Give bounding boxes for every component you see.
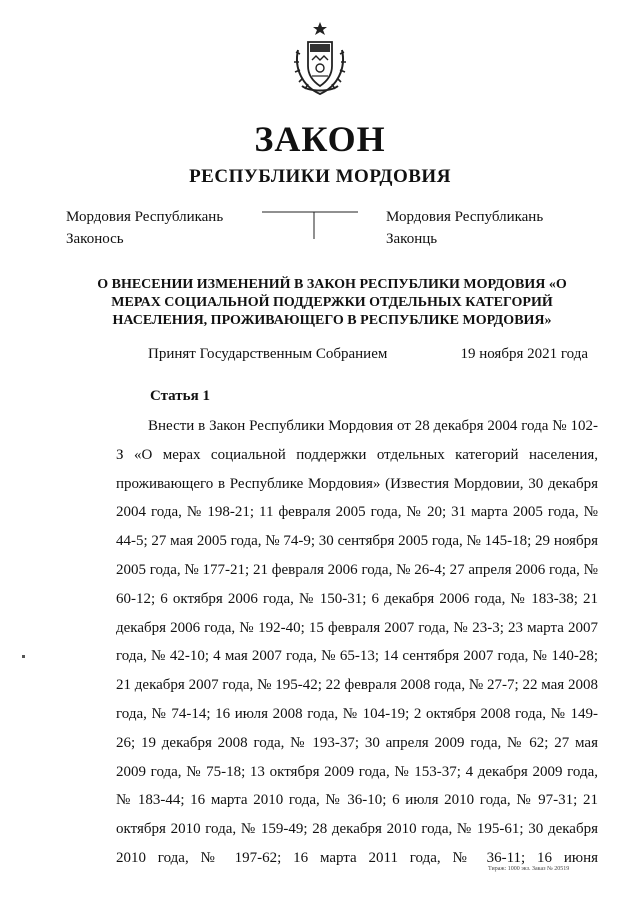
print-note: Тираж: 1000 экз. Заказ № 20519 [488, 866, 570, 872]
adopted-by: Принят Государственным Собранием [148, 346, 388, 362]
law-title: ЗАКОН [254, 119, 386, 159]
coat-of-arms-icon [288, 20, 352, 100]
header-right-line1: Мордовия Республикань [386, 209, 544, 225]
header-left-line1: Мордовия Республикань [66, 209, 224, 225]
header-right-block [386, 206, 543, 250]
adopted-date: 19 ноября 2021 года [460, 346, 588, 362]
header-left-block [66, 206, 223, 250]
article-text: Внести в Закон Республики Мордовия от 28 декабря 2004 года № 102-З «О мерах социальной поддержки отдельных категорий населения, проживающего в Республике Мордовия» (Известия Мордовии, 30 декабря 2004 года, № 198-21; 11 февраля 2005 года, № 20; 31 марта 2005 года, № 44-5; 27 мая 2005 года, № 74-9; 30 сентября 2005 года, № 145-18; 29 ноября 2005 года, № 177-21; 21 февраля 2006 года, № 26-4; 27 апреля 2006 года, № 60-12; 6 октября 2006 года, № 150-31; 6 декабря 2006 года, № 183-38; 21 декабря 2006 года, № 192-40; 15 февраля 2007 года, № 23-3; 23 марта 2007 года, № 42-10; 4 мая 2007 года, № 65-13; 14 сентября 2007 года, № 140-28; 21 декабря 2007 года, № 195-42; 22 февраля 2008 года, № 27-7; 22 мая 2008 года, № 74-14; 16 июля 2008 года, № 104-19; 2 октября 2008 года, № 149-26; 19 декабря 2008 года, № 193-37; 30 апреля 2009 года, № 62; 27 мая 2009 года, № 75-18; 13 октября 2009 года, № 153-37; 4 декабря 2009 года, № 183-44; 16 марта 2010 года, № 36-10; 6 июля 2010 года, № 97-31; 21 октября 2010 года, № 159-49; 28 декабря 2010 года, № 195-61; 30 декабря 2010 года, № 197-62; 16 марта 2011 года, № 36-11; 16 июня [116, 418, 598, 866]
header-divider [262, 211, 358, 239]
law-subtitle: РЕСПУБЛИКИ МОРДОВИЯ [189, 166, 451, 187]
scan-mark [22, 655, 25, 658]
document-heading: О ВНЕСЕНИИ ИЗМЕНЕНИЙ В ЗАКОН РЕСПУБЛИКИ МОРДОВИЯ «О МЕРАХ СОЦИАЛЬНОЙ ПОДДЕРЖКИ ОТДЕЛЬНЫХ КАТЕГОРИЙ НАСЕЛЕНИЯ, ПРОЖИВАЮЩЕГО В РЕСПУБЛИКЕ МОРДОВИЯ» [97, 277, 567, 328]
article-title: Статья 1 [150, 388, 210, 404]
adoption-line [148, 346, 588, 363]
header-left-line2: Законось [66, 231, 124, 247]
header-right-line2: Законць [386, 231, 438, 247]
